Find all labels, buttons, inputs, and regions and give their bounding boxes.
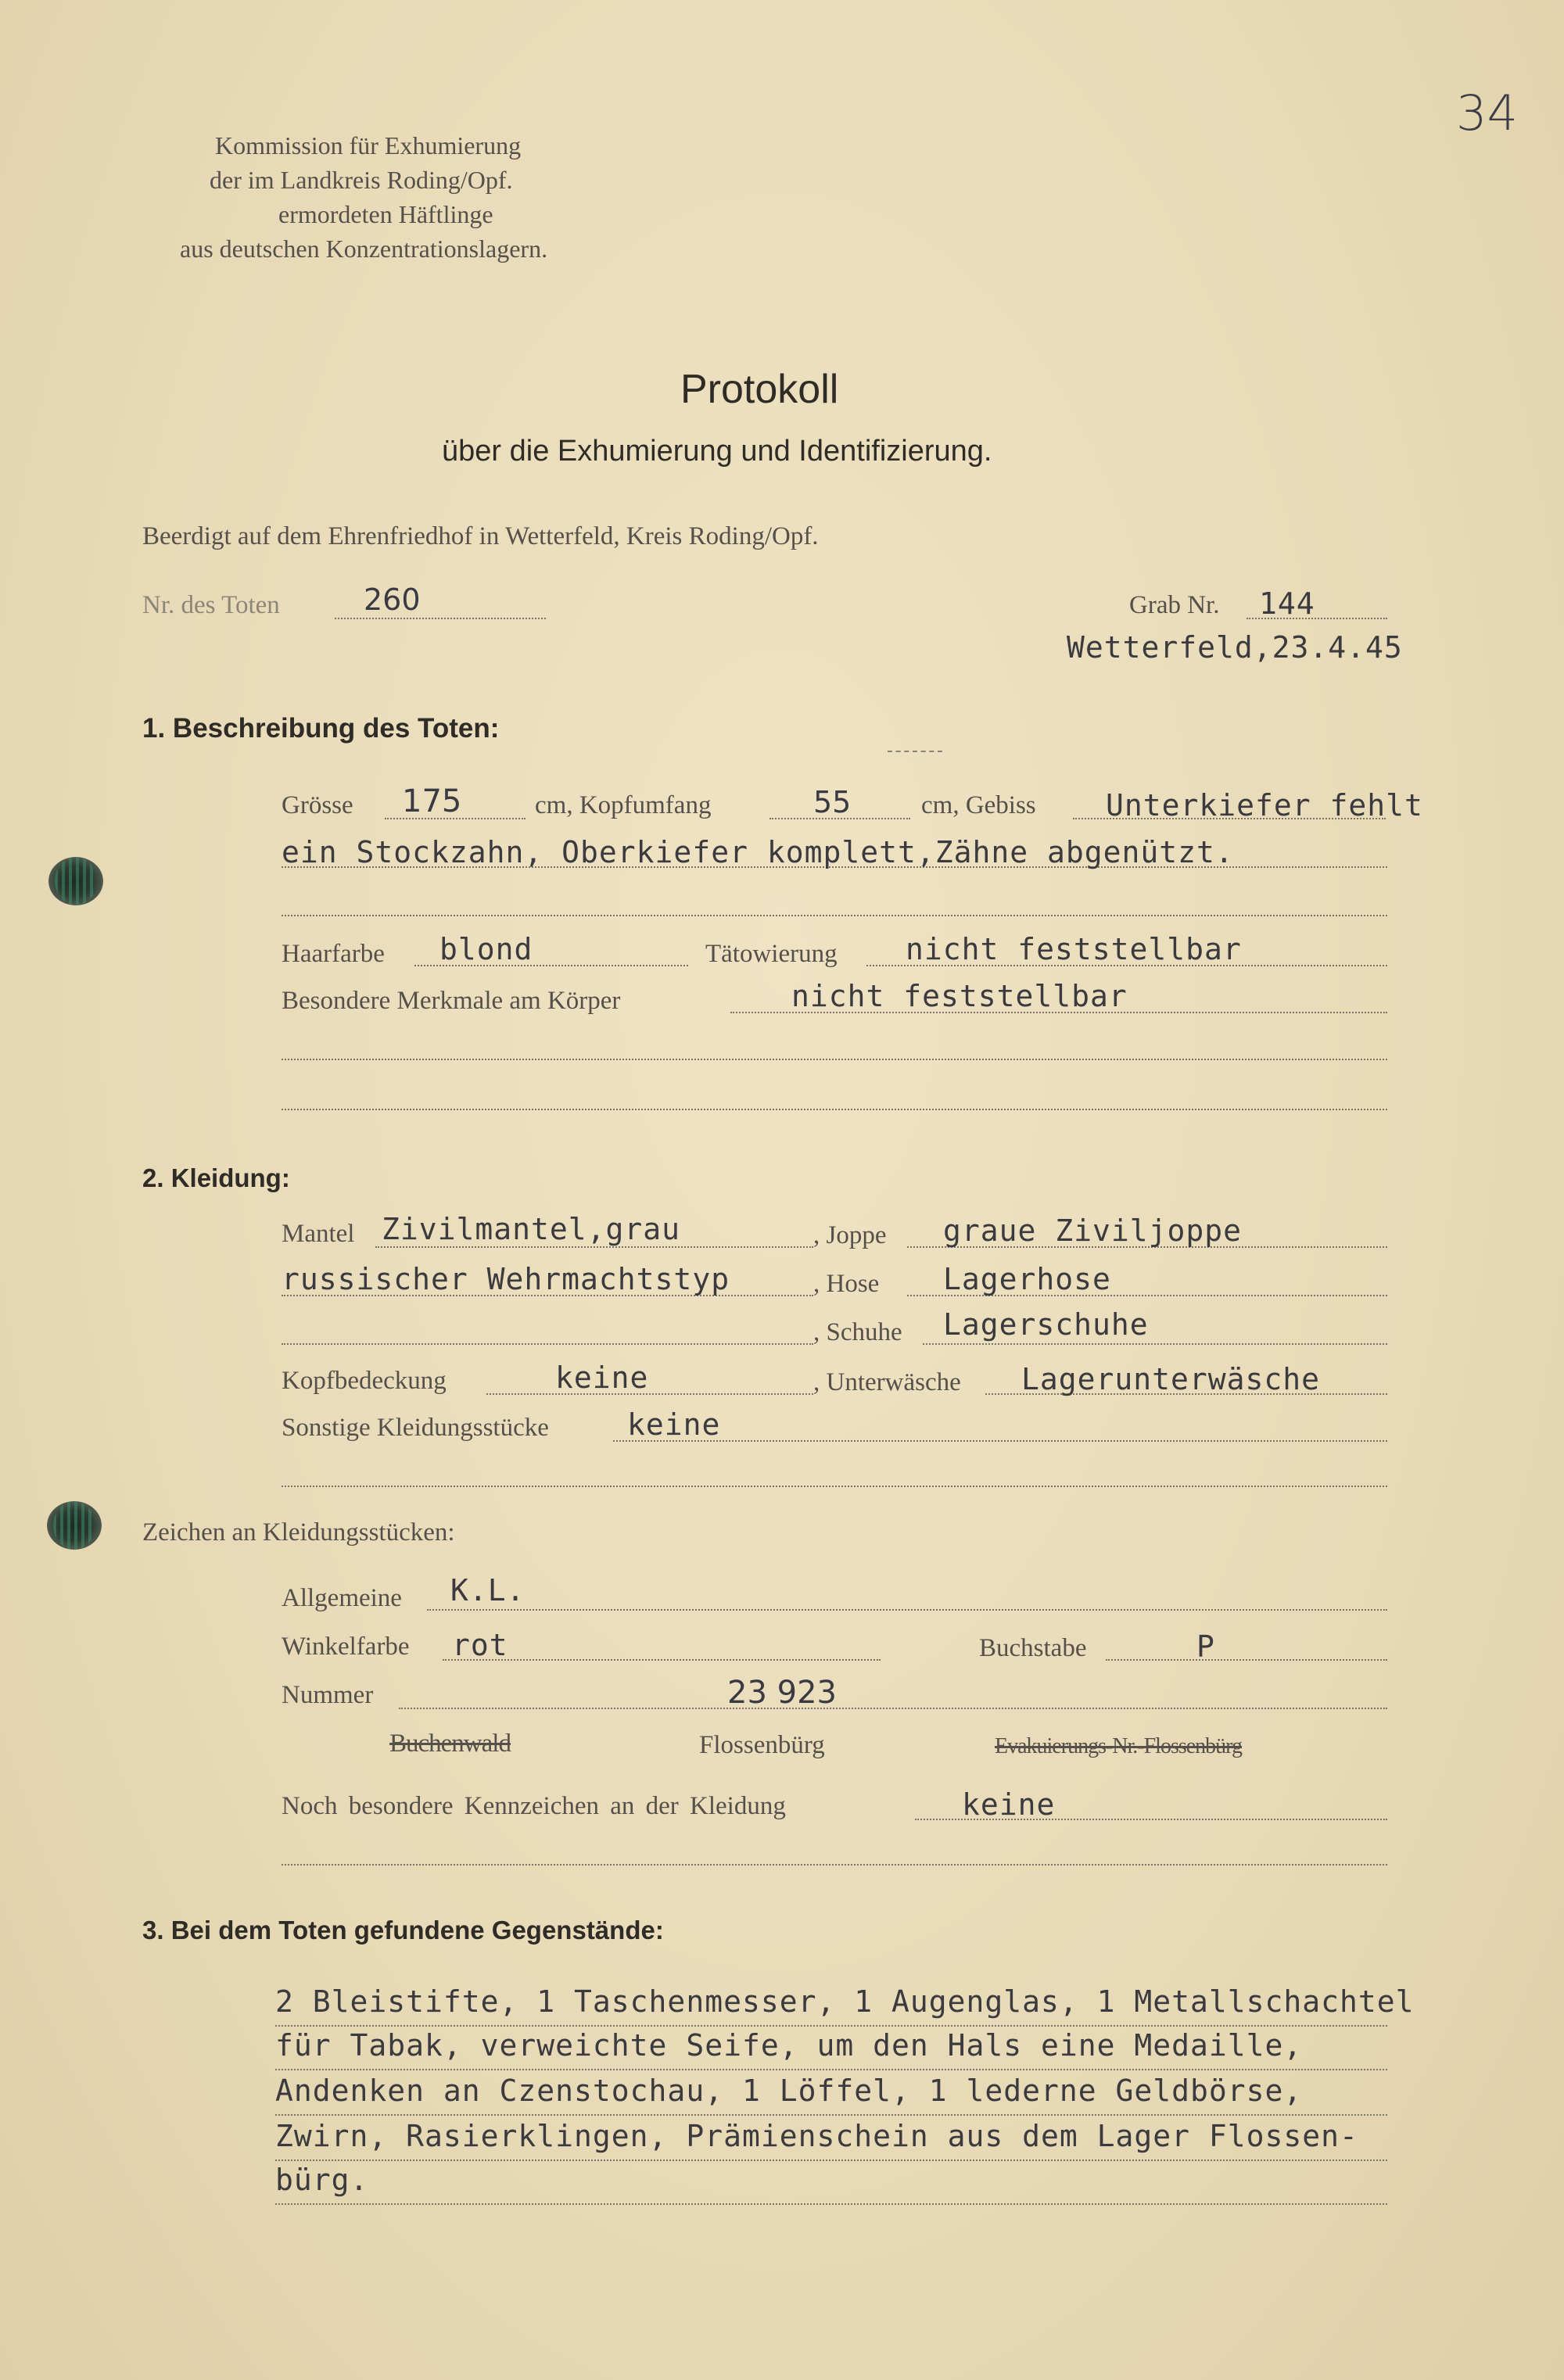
items-line-3: Andenken an Czenstochau, 1 Löffel, 1 lederne Geldbörse,	[275, 2074, 1303, 2108]
section-3-heading: 3. Bei dem Toten gefundene Gegenstände:	[142, 1916, 664, 1945]
underwear-value: Lagerunterwäsche	[1021, 1362, 1321, 1396]
other-clothing-label: Sonstige Kleidungsstücke	[282, 1414, 549, 1442]
letter-label: Buchstabe	[979, 1634, 1087, 1662]
header-line-3: ermordeten Häftlinge	[278, 200, 493, 228]
body-marks-label: Besondere Merkmale am Körper	[282, 987, 621, 1015]
number-label: Nummer	[282, 1681, 374, 1709]
number-value: 23 923	[727, 1675, 837, 1711]
teeth-value: Unterkiefer fehlt	[1106, 788, 1423, 823]
punch-hole-bottom	[47, 1501, 102, 1550]
coat-label: Mantel	[282, 1220, 355, 1248]
shoes-label: , Schuhe	[813, 1318, 902, 1346]
body-marks-value: nicht feststellbar	[791, 979, 1128, 1013]
section-1-heading: 1. Beschreibung des Toten:	[142, 713, 500, 744]
underwear-label: , Unterwäsche	[813, 1368, 961, 1396]
dead-number-label: Nr. des Toten	[142, 591, 280, 619]
camp-buchenwald-struck: Buchenwald	[389, 1729, 511, 1758]
grave-number-value: 144	[1259, 586, 1315, 621]
coat-value: Zivilmantel,grau	[382, 1212, 681, 1246]
jacket-label: , Joppe	[813, 1221, 887, 1249]
teeth-value-2: ein Stockzahn, Oberkiefer komplett,Zähne abgenützt.	[282, 835, 1234, 869]
trousers-label: , Hose	[813, 1270, 880, 1298]
evacuation-number-struck: Evakuierungs-Nr.-Flossenbürg	[995, 1734, 1242, 1758]
general-marks-value: K.L.	[450, 1573, 526, 1608]
header-line-2: der im Landkreis Roding/Opf.	[210, 166, 513, 194]
headwear-label: Kopfbedeckung	[282, 1367, 447, 1395]
grave-number-label: Grab Nr.	[1129, 591, 1220, 619]
teeth-label: cm, Gebiss	[921, 791, 1036, 819]
items-line-1: 2 Bleistifte, 1 Taschenmesser, 1 Augenglas, 1 Metallschachtel	[275, 1984, 1415, 2019]
triangle-color-value: rot	[452, 1628, 508, 1662]
shoes-value: Lagerschuhe	[943, 1307, 1149, 1342]
other-clothing-value: keine	[627, 1407, 721, 1442]
items-line-2: für Tabak, verweichte Seife, um den Hals eine Medaille,	[275, 2028, 1303, 2063]
coat-value-2: russischer Wehrmachtstyp	[282, 1262, 730, 1296]
general-marks-label: Allgemeine	[282, 1584, 402, 1612]
header-line-4: aus deutschen Konzentrationslagern.	[180, 235, 548, 263]
header-line-1: Kommission für Exhumierung	[215, 131, 522, 160]
dead-number-value: 260	[364, 582, 421, 617]
trousers-value: Lagerhose	[943, 1262, 1111, 1296]
clothing-marks-heading: Zeichen an Kleidungsstücken:	[142, 1518, 455, 1547]
items-line-4: Zwirn, Rasierklingen, Prämienschein aus dem Lager Flossen-	[275, 2119, 1358, 2153]
height-label: Grösse	[282, 791, 353, 819]
items-line-5: bürg.	[275, 2163, 369, 2197]
burial-place: Beerdigt auf dem Ehrenfriedhof in Wetterfeld, Kreis Roding/Opf.	[142, 522, 819, 550]
tattoo-label: Tätowierung	[705, 940, 838, 968]
hair-color-label: Haarfarbe	[282, 940, 385, 968]
camp-flossenbuerg: Flossenbürg	[699, 1731, 825, 1759]
jacket-value: graue Ziviljoppe	[943, 1213, 1243, 1248]
other-clothing-marks-label: Noch besondere Kennzeichen an der Kleidung	[282, 1792, 786, 1820]
place-date: Wetterfeld,23.4.45	[1067, 630, 1403, 665]
head-circumference-value: 55	[813, 785, 852, 819]
triangle-color-label: Winkelfarbe	[282, 1633, 410, 1661]
other-clothing-marks-value: keine	[962, 1787, 1056, 1822]
punch-hole-top	[48, 857, 103, 905]
tattoo-value: nicht feststellbar	[906, 932, 1242, 966]
head-circumference-label: cm, Kopfumfang	[535, 791, 712, 819]
headwear-value: keine	[555, 1360, 649, 1395]
document-title: Protokoll	[680, 367, 839, 412]
height-value: 175	[402, 783, 462, 819]
hair-color-value: blond	[439, 932, 533, 966]
document-subtitle: über die Exhumierung und Identifizierung.	[442, 435, 992, 468]
page-number: 34	[1456, 84, 1518, 142]
letter-value: P	[1196, 1629, 1215, 1664]
section-2-heading: 2. Kleidung:	[142, 1163, 290, 1192]
